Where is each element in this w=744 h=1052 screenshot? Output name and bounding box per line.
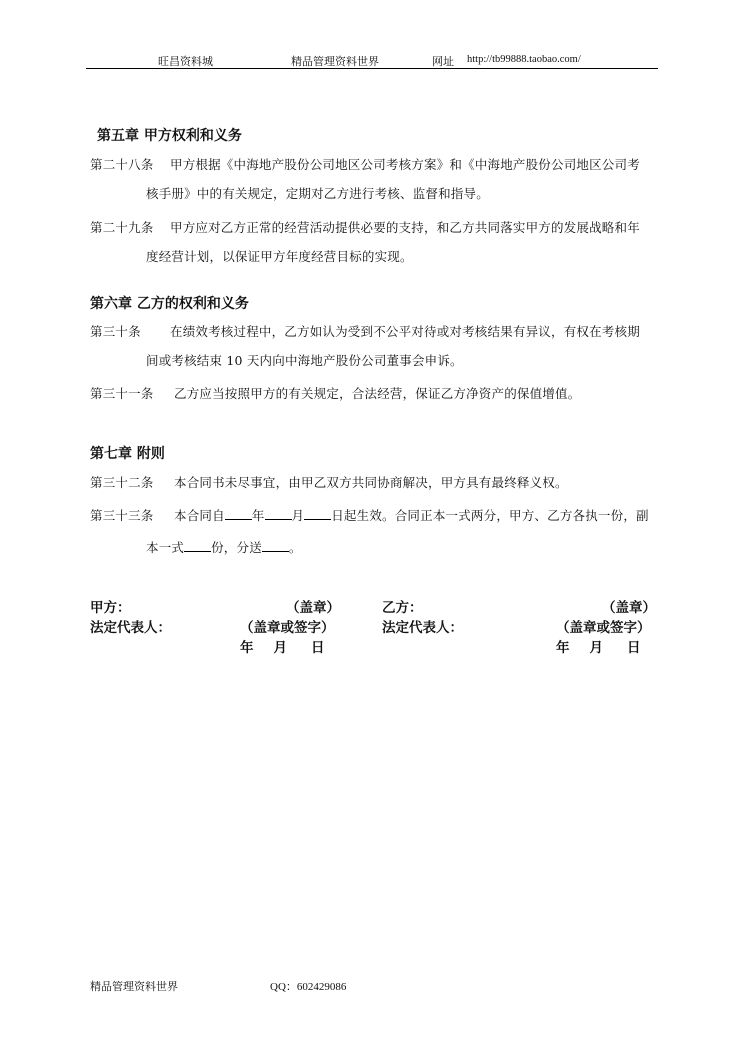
party-b-label: 乙方： [382, 600, 423, 616]
chapter-5-title: 第五章 甲方权利和义务 [97, 128, 242, 144]
party-b-rep-seal: （盖章或签字） [556, 620, 651, 636]
article-number: 第二十八条 [90, 157, 154, 172]
chapter-6-title: 第六章 乙方的权利和义务 [90, 296, 249, 312]
footer-title: 精品管理资料世界 [90, 980, 178, 993]
party-a-label: 甲方： [90, 600, 131, 616]
article-text: 乙方应当按照甲方的有关规定，合法经营，保证乙方净资产的保值增值。 [174, 386, 581, 401]
party-b-seal: （盖章） [602, 600, 656, 616]
article-text-continued: 间或考核结束 10 天内向中海地产股份公司董事会申诉。 [146, 353, 463, 368]
footer-qq: QQ：602429086 [270, 981, 347, 993]
blank-year [225, 509, 252, 520]
article-text: 本合同书未尽事宜，由甲乙双方共同协商解决，甲方具有最终释义权。 [174, 475, 568, 490]
article-text: 甲方根据《中海地产股份公司地区公司考核方案》和《中海地产股份公司地区公司考 [170, 157, 640, 172]
header-url-link[interactable]: http://tb99888.taobao.com/ [467, 54, 581, 65]
blank-recipient [262, 541, 289, 552]
header-subtitle: 精品管理资料世界 [291, 55, 379, 68]
article-text-continued: 核手册》中的有关规定，定期对乙方进行考核、监督和指导。 [146, 186, 489, 201]
header-site-label: 网址 [432, 55, 454, 68]
header-shop-name: 旺昌资料城 [158, 55, 213, 68]
article-text: 甲方应对乙方正常的经营活动提供必要的支持，和乙方共同落实甲方的发展战略和年 [170, 220, 640, 235]
article-number: 第三十条 [90, 324, 141, 339]
blank-copies [184, 541, 211, 552]
party-a-seal: （盖章） [286, 600, 340, 616]
article-text: 本合同自 年 月 日起生效。合同正本一式两分，甲方、乙方各执一份，副 [174, 508, 649, 523]
party-a-rep-seal: （盖章或签字） [240, 620, 335, 636]
article-number: 第三十三条 [90, 508, 154, 523]
party-b-rep-label: 法定代表人： [382, 620, 463, 636]
chapter-7-title: 第七章 附则 [90, 446, 165, 462]
party-b-date: 年 月 日 [556, 640, 641, 656]
article-text-continued: 度经营计划，以保证甲方年度经营目标的实现。 [146, 249, 413, 264]
article-number: 第三十二条 [90, 475, 154, 490]
party-a-date: 年 月 日 [240, 640, 325, 656]
article-text-continued: 本一式 份，分送 。 [146, 540, 302, 555]
article-number: 第二十九条 [90, 220, 154, 235]
party-a-rep-label: 法定代表人： [90, 620, 171, 636]
blank-day [304, 509, 331, 520]
article-text: 在绩效考核过程中，乙方如认为受到不公平对待或对考核结果有异议，有权在考核期 [170, 324, 640, 339]
page-header [86, 52, 658, 69]
article-number: 第三十一条 [90, 386, 154, 401]
blank-month [265, 509, 292, 520]
